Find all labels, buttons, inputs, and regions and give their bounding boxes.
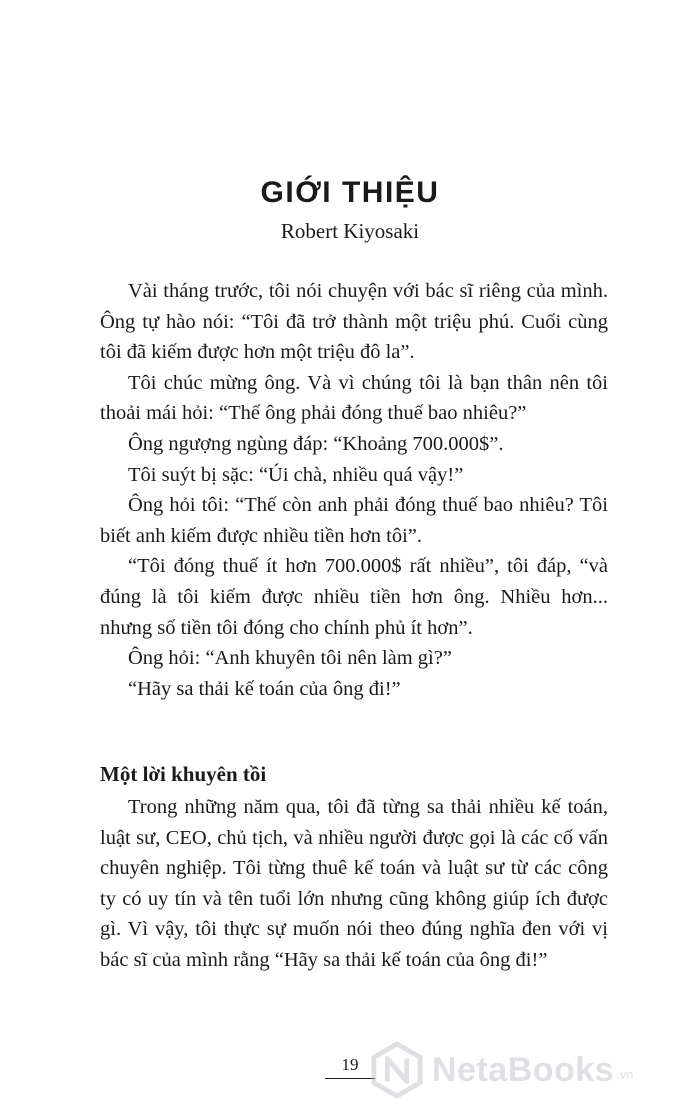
intro-body — [100, 276, 608, 704]
author-name: Robert Kiyosaki — [280, 219, 420, 243]
page-number: 19 — [325, 1055, 375, 1079]
paragraph: Trong những năm qua, tôi đã từng sa thải nhiều kế toán, luật sư, CEO, chủ tịch, và nhiều người được gọi là các cố vấn chuyên nghiệp. Tôi từng thuê kế toán và luật sư từ các công ty có uy tín và tên tuổi lớn nhưng cũng không giúp ích được gì. Vì vậy, tôi thực sự muốn nói theo đúng nghĩa đen với vị bác sĩ của mình rằng “Hãy sa thải kế toán của ông đi!” — [100, 796, 608, 971]
paragraph: Tôi suýt bị sặc: “Úi chà, nhiều quá vậy!” — [128, 463, 464, 486]
page-title: GIỚI THIỆU — [260, 176, 440, 209]
watermark-text: NetaBooks — [432, 1050, 615, 1089]
watermark — [368, 1040, 633, 1100]
paragraph: Ông ngượng ngùng đáp: “Khoảng 700.000$”. — [128, 432, 504, 455]
watermark-suffix: .vn — [616, 1067, 634, 1082]
paragraph: “Hãy sa thải kế toán của ông đi!” — [128, 677, 401, 700]
paragraph: Vài tháng trước, tôi nói chuyện với bác sĩ riêng của mình. Ông tự hào nói: “Tôi đã trở thành một triệu phú. Cuối cùng tôi đã kiếm được hơn một triệu đô la”. — [100, 280, 608, 364]
paragraph: Ông hỏi tôi: “Thế còn anh phải đóng thuế bao nhiêu? Tôi biết anh kiếm được nhiều tiền hơn tôi”. — [100, 494, 608, 547]
paragraph: Ông hỏi: “Anh khuyên tôi nên làm gì?” — [128, 647, 452, 670]
section-heading: Một lời khuyên tồi — [100, 762, 267, 786]
netabooks-logo-icon — [368, 1041, 426, 1099]
section-body — [100, 792, 608, 976]
paragraph: Tôi chúc mừng ông. Và vì chúng tôi là bạn thân nên tôi thoải mái hỏi: “Thế ông phải đóng thuế bao nhiêu?” — [100, 371, 608, 425]
paragraph: “Tôi đóng thuế ít hơn 700.000$ rất nhiều”, tôi đáp, “và đúng là tôi kiếm được nhiều tiền hơn ông. Nhiều hơn... nhưng số tiền tôi đóng cho chính phủ ít hơn”. — [100, 555, 608, 639]
